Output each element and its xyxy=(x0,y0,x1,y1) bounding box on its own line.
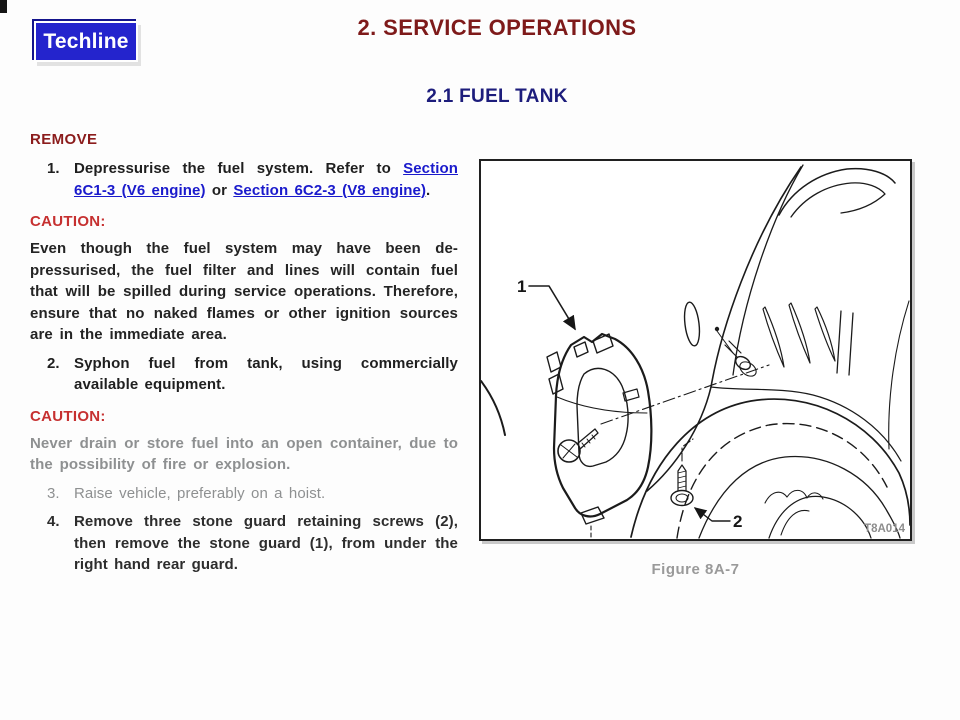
caution-label-1: CAUTION: xyxy=(30,213,106,230)
right-sail-line xyxy=(889,301,909,449)
stone-guard-opening xyxy=(577,368,628,466)
caution-text-2: Never drain or store fuel into an open container, due to the possibility of fire or explosion. xyxy=(30,434,458,473)
caution-text-1: Even though the fuel system may have been de-pressurised, the fuel filter and lines will contain fuel that will be spilled during service operations. Therefore, ensure that no naked flames or other ignition sources are in the immediate area. xyxy=(30,240,458,343)
step-1-text-post: . xyxy=(426,181,431,199)
guard-screw-cross xyxy=(561,444,577,458)
loose-screw-flange xyxy=(671,491,693,506)
figure-callout-1: 1 xyxy=(517,277,527,296)
stone-guard-diagram xyxy=(481,161,910,539)
stone-guard-bracket xyxy=(547,352,561,372)
top-curl-inner xyxy=(791,183,885,217)
callout-1-leader xyxy=(529,286,575,329)
step-4-text: Remove three stone guard retaining screws (2), then remove the stone guard (1), from under the right hand rear guard. xyxy=(74,513,458,573)
link-section-6c2-3[interactable]: Section 6C2-3 (V8 engine) xyxy=(233,181,427,199)
body-shoulder-line xyxy=(711,387,901,461)
figure-caption: Figure 8A-7 xyxy=(651,561,740,578)
stone-guard-tab xyxy=(574,342,588,357)
stone-guard-crease xyxy=(557,397,647,413)
suspension-arc xyxy=(781,510,809,535)
arch-vent-slot xyxy=(789,303,810,363)
wheel-inner-curve xyxy=(769,496,871,538)
step-2-number: 2. xyxy=(47,354,60,372)
arch-strut-bar xyxy=(837,311,853,375)
wheel-arch-lip-dashed xyxy=(677,424,887,538)
stone-guard-tab xyxy=(593,334,613,353)
procedure-column xyxy=(30,131,458,583)
step-2-text: Syphon fuel from tank, using commercially available equipment. xyxy=(74,354,458,393)
figure-8a7-frame xyxy=(479,159,912,541)
stone-guard-outline xyxy=(554,334,651,516)
scan-corner-artifact xyxy=(0,0,7,13)
step-1-text xyxy=(74,158,458,201)
step-1-text-pre: Depressurise the fuel system. Refer to xyxy=(74,160,404,177)
step-2 xyxy=(30,353,458,396)
arch-vent-slot xyxy=(815,307,835,361)
link-section-6c1-3[interactable]: Section 6C1-3 (V6 engine) xyxy=(74,160,458,199)
caution-label-2: CAUTION: xyxy=(30,407,106,425)
step-4-number: 4. xyxy=(47,513,60,530)
loose-screw-head xyxy=(676,494,688,502)
remove-heading: REMOVE xyxy=(30,131,98,148)
bumper-edge-curve xyxy=(481,381,505,435)
step-3-text: Raise vehicle, preferably on a hoist. xyxy=(74,484,326,502)
guard-screw-threads xyxy=(582,435,595,447)
step-4 xyxy=(30,511,458,576)
figure-callout-2: 2 xyxy=(733,512,743,531)
figure-drawing-code: T8A014 xyxy=(864,523,905,535)
step-1 xyxy=(30,158,458,201)
step-1-number: 1. xyxy=(47,160,60,177)
wheel-arch-outer xyxy=(631,399,910,537)
panel-oval-hole xyxy=(682,301,701,346)
section-title: 2.1 FUEL TANK xyxy=(426,86,568,107)
techline-logo-text: Techline xyxy=(43,29,129,53)
loose-screw-threads xyxy=(678,471,686,488)
step-3 xyxy=(30,483,458,505)
step-3-number: 3. xyxy=(47,484,60,502)
page-title: 2. SERVICE OPERATIONS xyxy=(357,15,637,40)
arch-vent-slot xyxy=(763,307,784,367)
step-1-text-conj: or xyxy=(205,181,234,199)
